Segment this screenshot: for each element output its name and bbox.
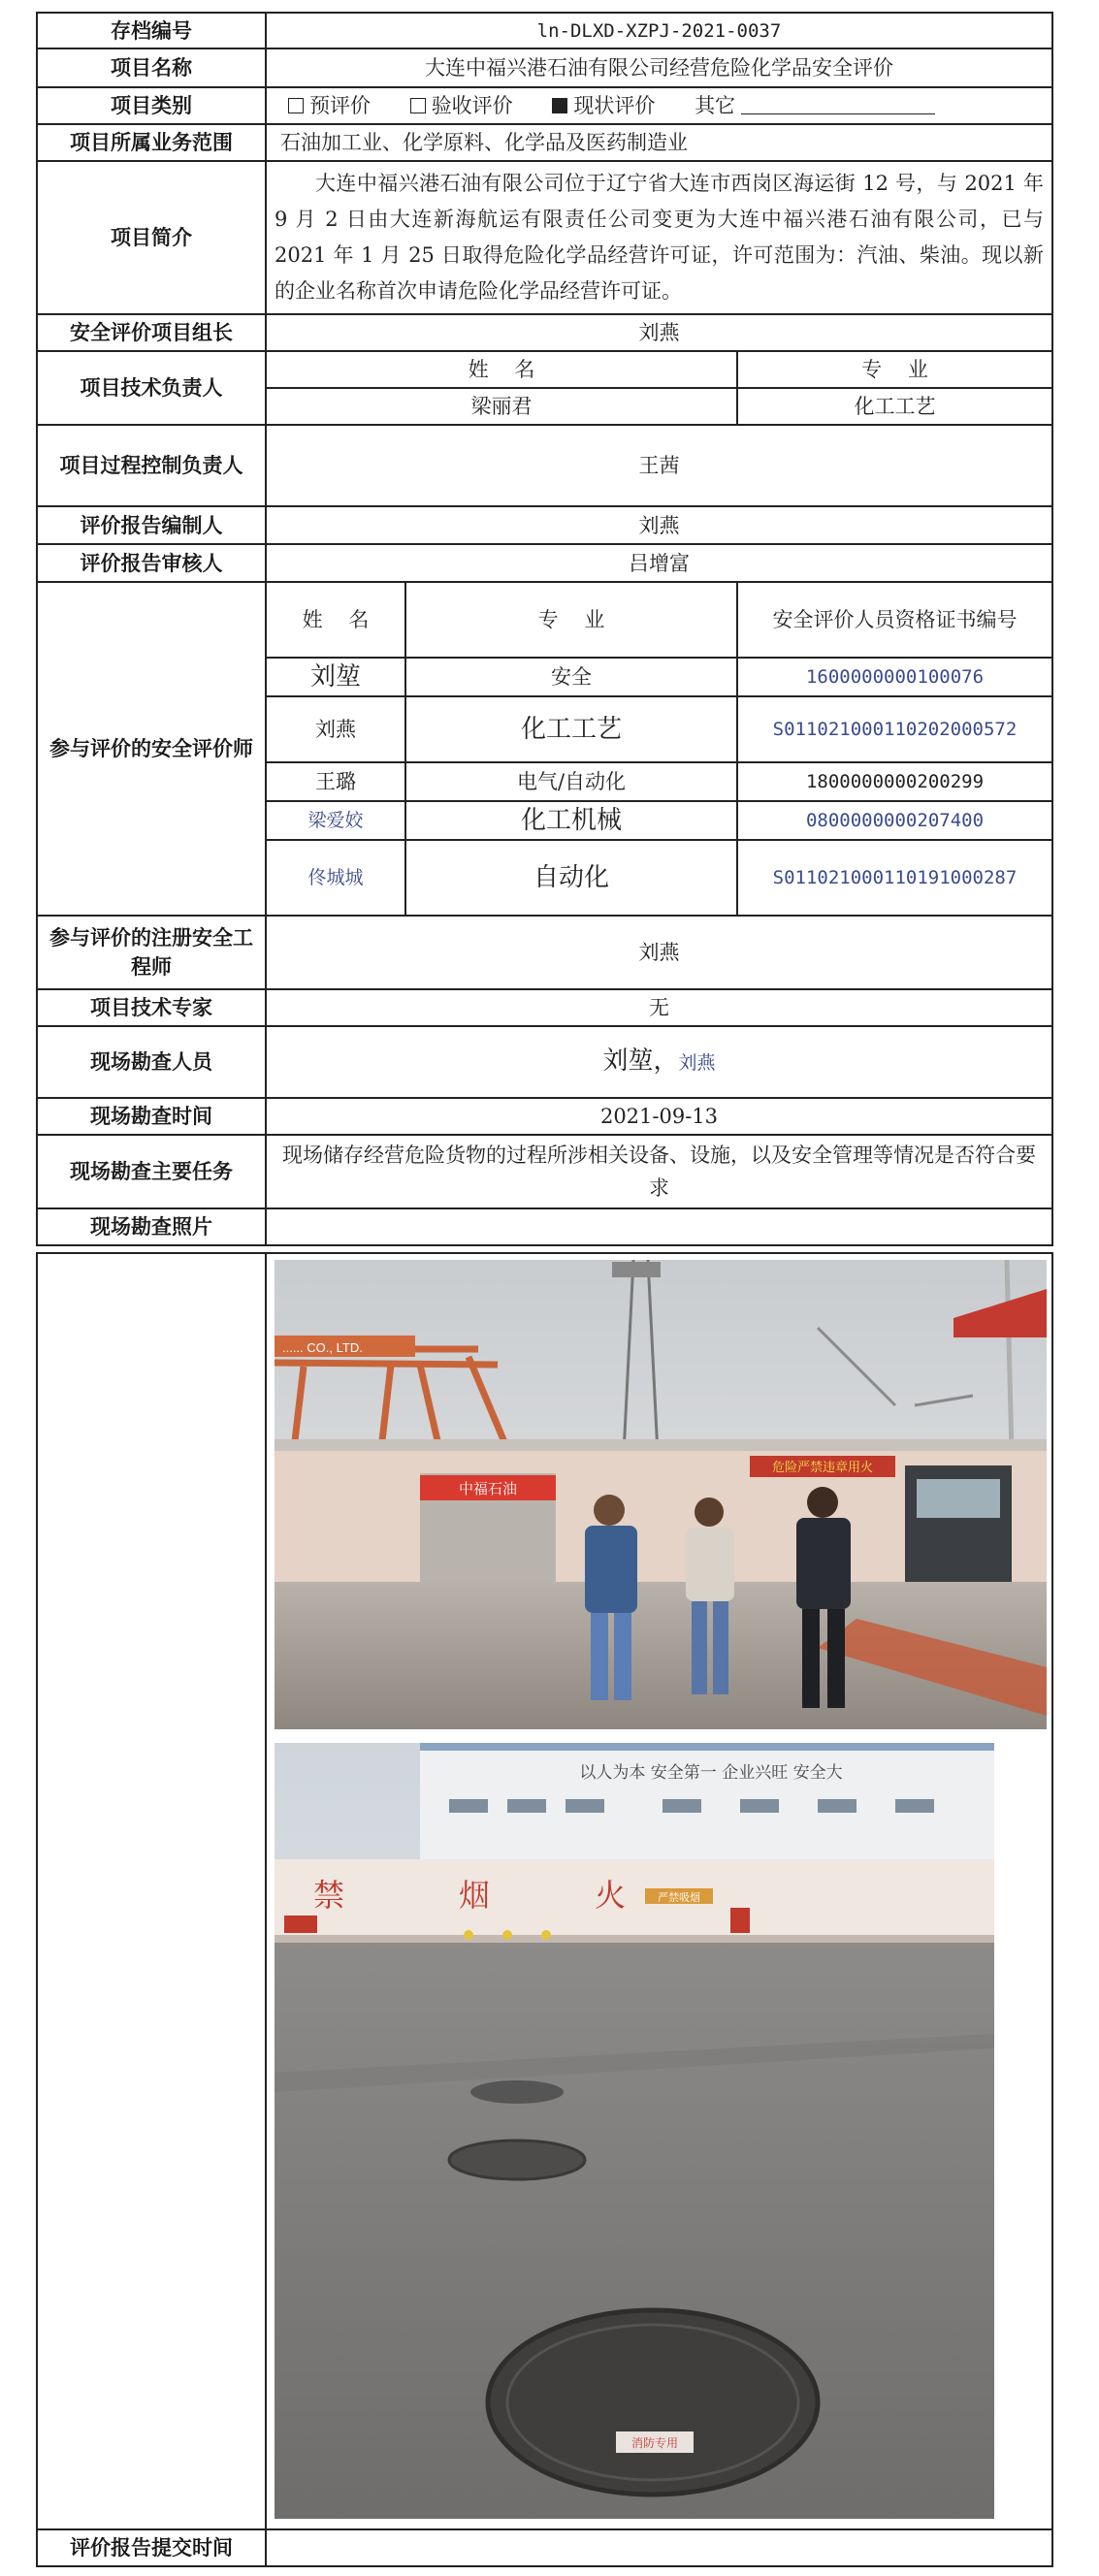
crane-sign-text: ...... CO., LTD.: [282, 1340, 363, 1355]
tech-lead-major-header: 专 业: [737, 351, 1052, 388]
checkbox-icon: [288, 98, 304, 113]
option-pre-assessment[interactable]: 预评价: [288, 89, 371, 122]
reviewer-value: 吕增富: [266, 544, 1052, 582]
assessor-cert: S011021000110202000572: [737, 696, 1052, 762]
survey-photos-header-empty: [266, 1208, 1052, 1245]
assessor-cert: 0800000000207400: [737, 801, 1052, 840]
checkbox-checked-icon: [552, 98, 567, 113]
project-type-label: 项目类别: [37, 87, 266, 124]
assessor-major: 安全: [405, 658, 737, 696]
survey-task-value: 现场储存经营危险货物的过程所涉相关设备、设施，以及安全管理等情况是否符合要求: [266, 1135, 1052, 1208]
survey-staff-value: 刘堃，刘燕: [266, 1026, 1052, 1098]
warning-sign-text: 危险严禁违章用火: [771, 1461, 874, 1475]
project-name-value: 大连中福兴港石油有限公司经营危险化学品安全评价: [266, 48, 1052, 87]
assessor-name: 刘堃: [266, 658, 405, 696]
option-acceptance-assessment[interactable]: 验收评价: [410, 89, 513, 122]
tech-lead-label: 项目技术负责人: [37, 351, 266, 425]
reg-engineer-value: 刘燕: [266, 916, 1052, 989]
assessor-name: 佟城城: [266, 840, 405, 916]
photo-cell: [266, 1253, 1052, 2529]
tech-expert-value: 无: [266, 989, 1052, 1026]
survey-photos-label: 现场勘查照片: [37, 1208, 266, 1245]
project-name-label: 项目名称: [37, 48, 266, 87]
option-status-assessment[interactable]: 现状评价: [552, 89, 655, 122]
survey-photo-2: [275, 1743, 994, 2519]
archive-no-label: 存档编号: [37, 13, 266, 48]
assessors-major-header: 专 业: [405, 582, 737, 658]
tech-lead-name-header: 姓 名: [266, 351, 737, 388]
option-other: 其它: [695, 94, 935, 117]
submit-time-value: [266, 2529, 1052, 2566]
manhole-cover: [488, 2310, 818, 2495]
compiler-label: 评价报告编制人: [37, 506, 266, 544]
compiler-value: 刘燕: [266, 506, 1052, 544]
reviewer-label: 评价报告审核人: [37, 544, 266, 582]
checkbox-icon: [410, 98, 426, 113]
no-fire-wall: [275, 1859, 994, 1939]
survey-time-label: 现场勘查时间: [37, 1098, 266, 1135]
business-scope-label: 项目所属业务范围: [37, 124, 266, 161]
photo-table: [36, 1252, 1053, 2567]
manhole-label: 消防专用: [630, 2436, 679, 2450]
photo-left-empty: [37, 1253, 266, 2529]
assessor-cert: 1800000000200299: [737, 762, 1052, 801]
assessment-info-form: [36, 12, 1051, 2567]
wall-char-3: 火: [595, 1877, 627, 1914]
assessor-name: 王璐: [266, 762, 405, 801]
team-leader-value: 刘燕: [266, 314, 1052, 351]
wall-char-1: 禁: [313, 1877, 345, 1914]
assessors-label: 参与评价的安全评价师: [37, 582, 266, 916]
intro-value: 大连中福兴港石油有限公司位于辽宁省大连市西岗区海运街 12 号，与 2021 年 9 月 2 日由大连新海航运有限责任公司变更为大连中福兴港石油有限公司，已与 2021 年 1 月 25 日取得危险化学品经营许可证，许可范围为：汽油、柴油。现以新的企业名称首次申请危险化学品经营许可证。: [266, 161, 1052, 314]
assessor-name: 刘燕: [266, 696, 405, 762]
survey-task-label: 现场勘查主要任务: [37, 1135, 266, 1208]
assessors-name-header: 姓 名: [266, 582, 405, 658]
assessor-cert: 1600000000100076: [737, 658, 1052, 696]
station-sign-text: 中福石油: [458, 1480, 518, 1497]
process-lead-label: 项目过程控制负责人: [37, 425, 266, 506]
assessor-cert: S011021000110191000287: [737, 840, 1052, 916]
survey-staff-label: 现场勘查人员: [37, 1026, 266, 1098]
assessor-major: 化工工艺: [405, 696, 737, 762]
project-type-options: [266, 87, 1052, 124]
submit-time-label: 评价报告提交时间: [37, 2529, 266, 2566]
assessor-major: 自动化: [405, 840, 737, 916]
survey-photo-1: [275, 1260, 1047, 1729]
wall-small-sign: 严禁吸烟: [658, 1891, 700, 1904]
assessor-name: 梁爱姣: [266, 801, 405, 840]
intro-label: 项目简介: [37, 161, 266, 314]
business-scope-value: 石油加工业、化学原料、化学品及医药制造业: [266, 124, 1052, 161]
wall-char-2: 烟: [459, 1877, 491, 1914]
tech-lead-major: 化工工艺: [737, 388, 1052, 425]
assessor-major: 电气/自动化: [405, 762, 737, 801]
tech-expert-label: 项目技术专家: [37, 989, 266, 1026]
reg-engineer-label: 参与评价的注册安全工程师: [37, 916, 266, 989]
team-leader-label: 安全评价项目组长: [37, 314, 266, 351]
archive-no-value: ln-DLXD-XZPJ-2021-0037: [266, 13, 1052, 48]
other-blank-line: [741, 94, 935, 114]
tech-lead-name: 梁丽君: [266, 388, 737, 425]
process-lead-value: 王茜: [266, 425, 1052, 506]
building-slogan-text: 以人为本 安全第一 企业兴旺 安全大: [579, 1763, 843, 1783]
survey-time-value: 2021-09-13: [266, 1098, 1052, 1135]
assessor-major: 化工机械: [405, 801, 737, 840]
assessors-cert-header: 安全评价人员资格证书编号: [737, 582, 1052, 658]
